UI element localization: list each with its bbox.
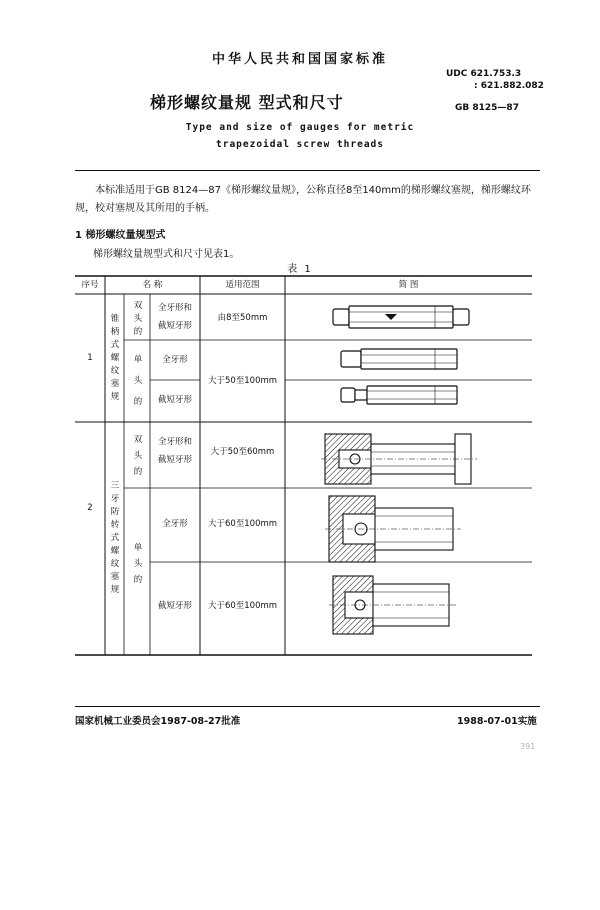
group1-single-ch1: 单 (133, 355, 143, 365)
row1-profile-l2: 截短牙形 (157, 321, 192, 331)
row5-range: 大于60至100mm (207, 519, 278, 529)
row2-range: 大于50至100mm (207, 376, 278, 386)
group2-single: 单 头 的 (133, 543, 143, 585)
section-drawing-row6-icon (329, 576, 457, 634)
group1-single-ch3: 的 (133, 397, 143, 407)
udc-line-2: : 621.882.082 (474, 81, 544, 91)
gauge-drawing-row2-icon (341, 349, 457, 369)
intro-paragraph: 本标准适用于GB 8124—87《梯形螺纹量规》，公称直径8至140mm的梯形螺纹塞规，梯形螺纹环规，校对塞规及其所用的手柄。 (75, 185, 531, 214)
title-cn: 梯形螺纹量规 型式和尺寸 (150, 93, 344, 112)
row3-profile: 截短牙形 (157, 395, 192, 405)
row2-profile: 全牙形 (162, 355, 188, 365)
group2-double: 双 头 的 (133, 435, 143, 477)
group2-type: 三 牙 防 转 式 螺 纹 塞 规 (110, 481, 120, 595)
row5-profile: 全牙形 (162, 519, 188, 529)
row6-profile: 截短牙形 (157, 601, 192, 611)
row1-profile-l1: 全牙形和 (157, 303, 192, 313)
section-drawing-row4-icon (321, 434, 477, 484)
gauge-drawing-row1-icon (333, 306, 469, 328)
gauge-drawing-row3-icon (341, 386, 457, 404)
section-heading: 1 梯形螺纹量规型式 (75, 230, 166, 241)
group1-single-ch2: 头 (133, 376, 143, 386)
approval-date: 国家机械工业委员会1987-08-27批准 (75, 716, 241, 727)
group1-type: 锥 柄 式 螺 纹 塞 规 (110, 314, 120, 402)
row4-profile-l1: 全牙形和 (157, 437, 192, 447)
udc-line-1: UDC 621.753.3 (446, 69, 522, 79)
standard-name: 中华人民共和国国家标准 (211, 52, 388, 67)
row6-range: 大于60至100mm (207, 601, 278, 611)
row4-profile-l2: 截短牙形 (157, 455, 192, 465)
diagram-column (285, 294, 532, 655)
group2-seq: 2 (87, 503, 93, 513)
page-number: 391 (520, 742, 536, 751)
header-seq: 序号 (81, 280, 99, 290)
section-drawing-row5-icon (325, 496, 461, 562)
header-name: 名 称 (142, 280, 163, 290)
group1-double: 双 头 的 (133, 301, 143, 337)
row1-range: 由8至50mm (217, 313, 268, 323)
gb-number: GB 8125—87 (455, 103, 519, 113)
row4-range: 大于50至60mm (210, 447, 275, 457)
table-caption: 表 1 (287, 264, 313, 275)
header-diagram: 简 图 (398, 280, 419, 290)
header-range: 适用范围 (225, 280, 260, 290)
title-en-line-1: Type and size of gauges for metric (185, 122, 415, 133)
group1-seq: 1 (87, 353, 93, 363)
footer-rule (75, 706, 540, 707)
implementation-date: 1988-07-01实施 (457, 716, 537, 727)
title-en-line-2: trapezoidal screw threads (216, 139, 384, 150)
section-text: 梯形螺纹量规型式和尺寸见表1。 (93, 249, 240, 260)
